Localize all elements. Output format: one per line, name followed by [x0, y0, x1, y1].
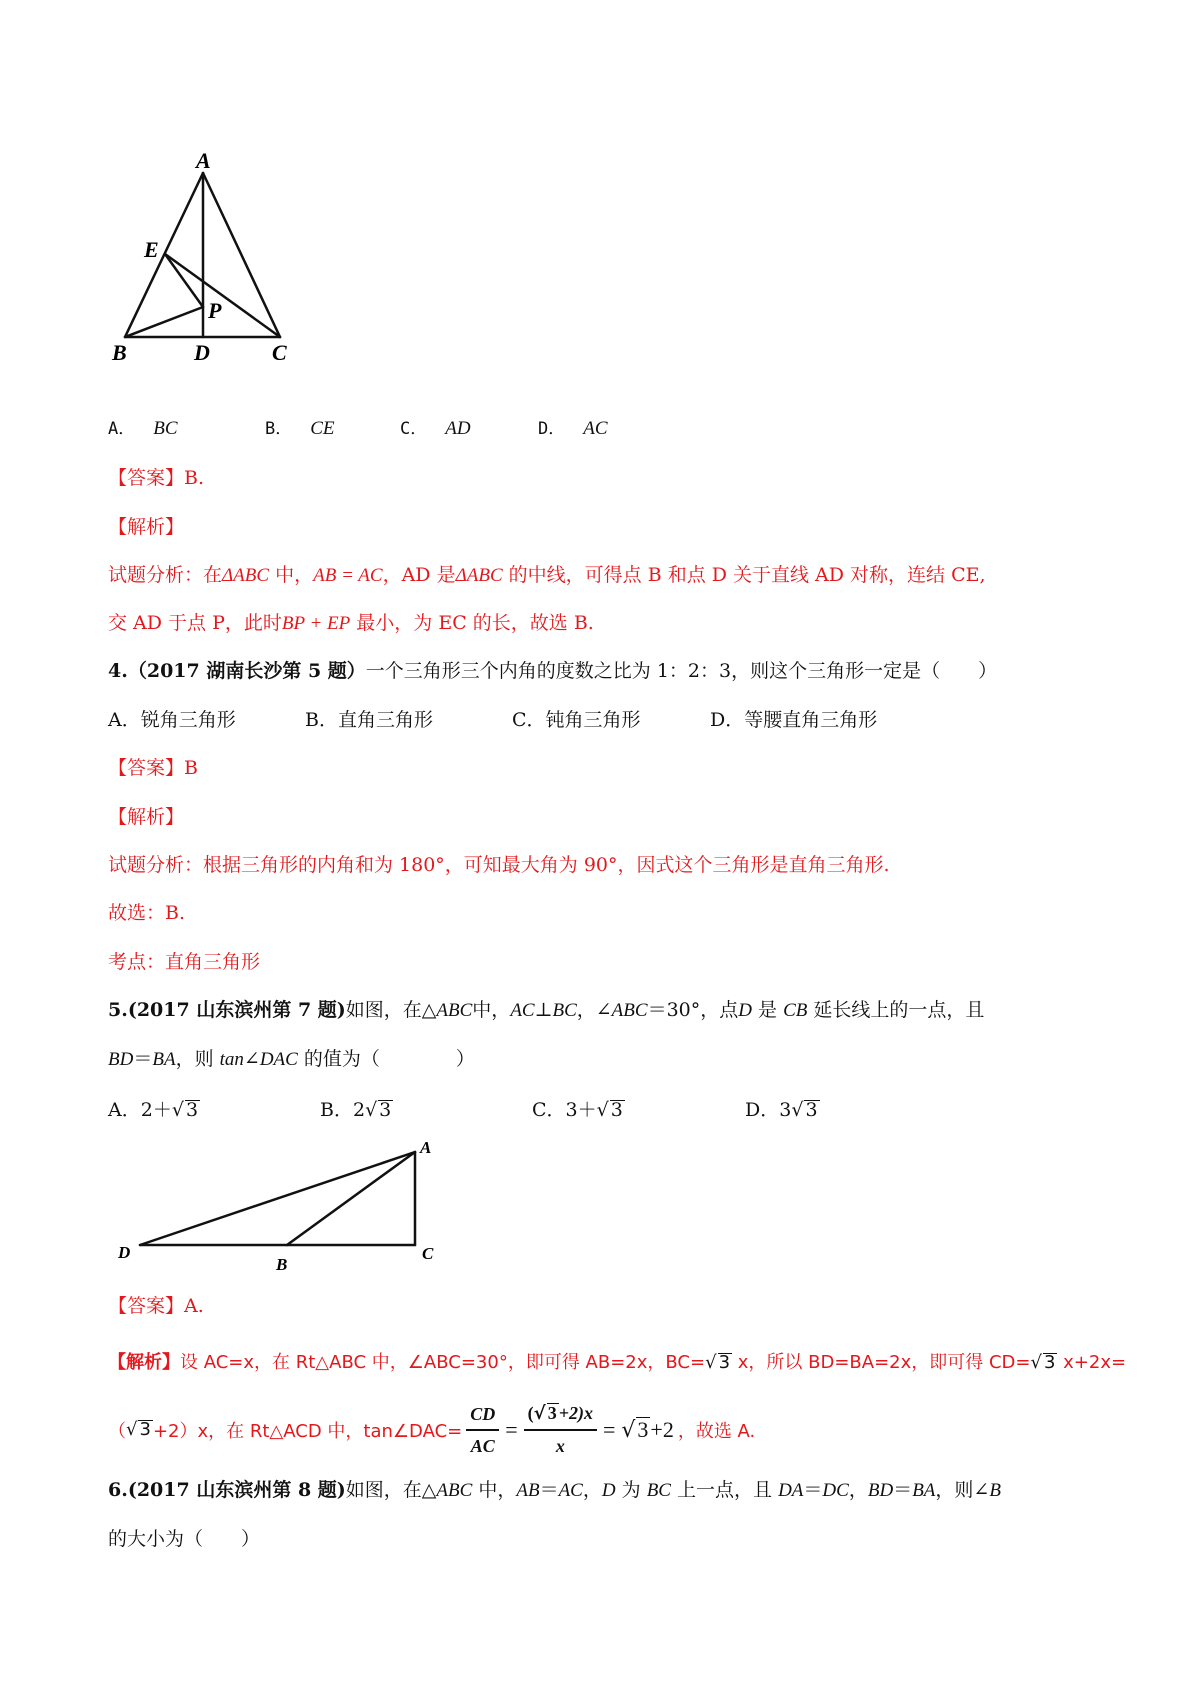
- question-number: 4.: [108, 660, 128, 682]
- q3-answer: 【答案】B.: [108, 467, 205, 489]
- q3-option-d: D． AC: [538, 418, 608, 439]
- q4-option-a: A．锐角三角形: [108, 709, 236, 731]
- question-source: （2017 湖南长沙第 5 题）: [127, 660, 366, 682]
- q3-option-b: B． CE: [265, 418, 335, 439]
- q4-topic: 考点：直角三角形: [108, 951, 261, 973]
- question-stem: 一个三角形三个内角的度数之比为 1：2：3，则这个三角形一定是（ ）: [365, 660, 998, 682]
- q5-stem-line2: BD＝BA，则 tan∠DAC 的值为（ ）: [108, 1048, 475, 1070]
- q5-stem-line1: 5.(2017 山东滨州第 7 题)如图，在△ABC中，AC⊥BC，∠ABC＝30°，点D 是 CB 延长线上的一点，且: [108, 999, 985, 1021]
- q5-option-a: A．2＋√ 3: [108, 1099, 199, 1121]
- segment-ec: [165, 254, 280, 337]
- label-p: P: [208, 298, 222, 323]
- fraction-expression: $\frac{(√ 3 +2)x}{x}$: [524, 1398, 597, 1461]
- segment-ep: [165, 254, 203, 307]
- question-number: 5.: [108, 999, 128, 1021]
- q3-option-c: C． AD: [400, 418, 471, 439]
- segment-ba: [287, 1152, 415, 1245]
- question-source: (2017 山东滨州第 8 题): [127, 1479, 346, 1501]
- q6-stem-line1: 6.(2017 山东滨州第 8 题)如图，在△ABC 中，AB＝AC，D 为 BC 上一点，且 DA＝DC，BD＝BA，则∠B: [108, 1479, 1001, 1501]
- side-da: [140, 1152, 415, 1245]
- q4-option-d: D．等腰直角三角形: [710, 709, 878, 731]
- triangle-figure-q3: [110, 150, 320, 390]
- triangle-figure-q5: [110, 1130, 440, 1275]
- q5-option-c: C．3＋√ 3: [532, 1099, 623, 1121]
- q5-option-d: D．3√ 3: [745, 1099, 818, 1121]
- q3-analysis-tag: 【解析】: [108, 516, 185, 538]
- question-source: (2017 山东滨州第 7 题): [127, 999, 346, 1021]
- q5-analysis-line1: 【解析】设 AC=x，在 Rt△ABC 中，∠ABC=30°，即可得 AB=2x，BC=√ 3 x，所以 BD=BA=2x，即可得 CD=√ 3 x+2x=: [108, 1352, 1127, 1373]
- q4-question: [108, 656, 997, 683]
- q4-option-b: B．直角三角形: [305, 709, 433, 731]
- label-b: B: [276, 1255, 288, 1274]
- q4-analysis-text: 试题分析：根据三角形的内角和为 180°，可知最大角为 90°，因式这个三角形是直角三角形.: [108, 854, 890, 876]
- fraction-cd-ac: $\frac{CD}{AC}$: [466, 1399, 499, 1461]
- label-a: A: [196, 150, 211, 173]
- q3-analysis-line1: 试题分析：在ΔABC 中，AB = AC，AD 是ΔABC 的中线，可得点 B 和点 D 关于直线 AD 对称，连结 CE,: [108, 564, 986, 586]
- q6-stem-line2: 的大小为（ ）: [108, 1528, 261, 1550]
- label-b: B: [112, 340, 127, 365]
- label-d: D: [194, 340, 210, 365]
- label-d: D: [118, 1243, 131, 1262]
- q5-answer: 【答案】A.: [108, 1295, 204, 1317]
- q4-analysis-tag: 【解析】: [108, 806, 185, 828]
- q5-analysis-line2: （ √ 3 +2）x，在 Rt△ACD 中，tan∠DAC= $\frac{CD}{AC}$ = $\frac{(√ 3 +2)x}{x}$ = √3+2 ，故选 A.: [108, 1398, 755, 1461]
- label-a: A: [420, 1138, 432, 1157]
- q4-option-c: C．钝角三角形: [512, 709, 641, 731]
- q3-analysis-line2: 交 AD 于点 P，此时BP + EP 最小，为 EC 的长，故选 B.: [108, 612, 594, 634]
- q4-answer: 【答案】B: [108, 757, 198, 779]
- answer-tag: 【答案】: [108, 467, 185, 489]
- question-number: 6.: [108, 1479, 128, 1501]
- label-e: E: [144, 237, 159, 262]
- q4-choice: 故选：B.: [108, 902, 186, 924]
- q3-option-a: A． BC: [108, 418, 178, 439]
- label-c: C: [422, 1244, 434, 1263]
- label-c: C: [272, 340, 287, 365]
- q5-option-b: B．2√ 3: [320, 1099, 392, 1121]
